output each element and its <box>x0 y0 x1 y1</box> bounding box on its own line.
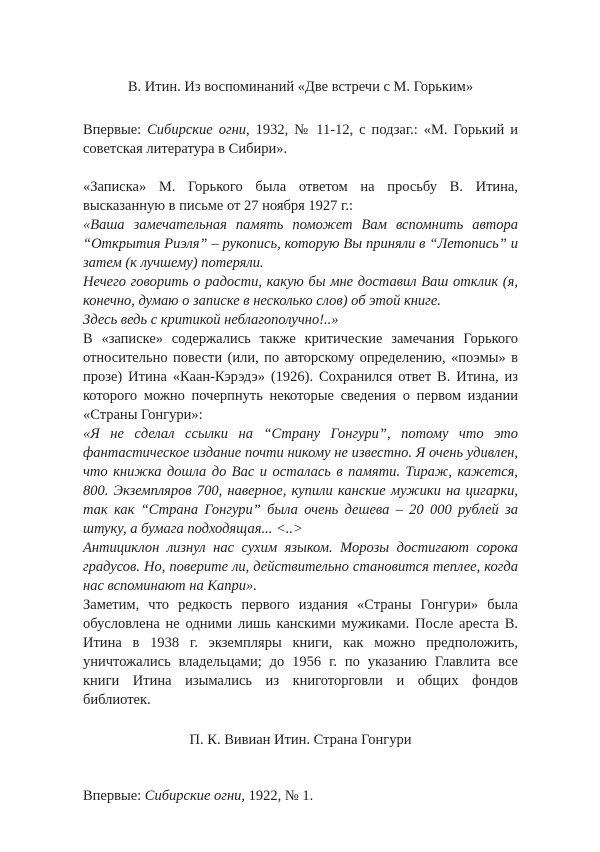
paragraph <box>83 273 518 311</box>
italic-text: Сибирские огни <box>147 122 247 138</box>
paragraph <box>83 596 518 710</box>
heading <box>83 78 518 97</box>
text: , 1932, № 11-12, с подзаг.: «М. Горький и советская литература в Сибири». <box>83 122 518 157</box>
paragraph <box>83 425 518 539</box>
text: В. Итин. Из воспоминаний «Две встречи с М. Горьким» <box>127 79 474 95</box>
heading <box>83 731 518 750</box>
paragraph <box>83 787 518 806</box>
text: Заметим, что редкость первого издания «Страны Гонгури» была обусловлена не одними лишь канскими мужиками. После ареста В. Итина в 1938 г. экземпляры книги, как можно предположить, уничтожались владельцами; до 1956 г. по указанию Главлита все книги Итина изымались из книготорговли и общих фондов библиотек. <box>83 597 518 708</box>
italic-text: «Ваша замечательная память поможет Вам вспомнить автора “Открытия Риэля” – рукопись, которую Вы приняли в “Летопись” и затем (к лучшему) потеряли. <box>83 217 518 271</box>
paragraph <box>83 330 518 425</box>
page-content <box>83 78 518 806</box>
italic-text: Сибирские огни, <box>144 788 246 804</box>
text: Впервые: <box>83 788 145 804</box>
text: Впервые: <box>83 122 148 138</box>
italic-text: Нечего говорить о радости, какую бы мне доставил Ваш отклик (я, конечно, думаю о записке в несколько слов) об этой книге. <box>83 274 518 309</box>
italic-text: Здесь ведь с критикой неблагополучно!..» <box>83 312 339 328</box>
paragraph <box>83 216 518 273</box>
paragraph <box>83 121 518 159</box>
text: 1922, № 1. <box>245 788 314 804</box>
text: «Записка» М. Горького была ответом на просьбу В. Итина, высказанную в письме от 27 ноября 1927 г.: <box>83 179 518 214</box>
paragraph <box>83 539 518 596</box>
text: П. К. Вивиан Итин. Страна Гонгури <box>189 732 412 748</box>
text: В «записке» содержались также критические замечания Горького относительно повести (или, по авторскому определению, «поэмы» в прозе) Итина «Каан-Кэрэдэ» (1926). Сохранился ответ В. Итина, из которого можно почерпнуть некоторые сведения о первом издании «Страны Гонгури»: <box>83 331 518 423</box>
paragraph <box>83 178 518 216</box>
paragraph <box>83 311 518 330</box>
italic-text: «Я не сделал ссылки на “Страну Гонгури”, потому что это фантастическое издание почти никому не известно. Я очень удивлен, что книжка дошла до Вас и осталась в памяти. Тираж, кажется, 800. Экземпляров 700, наверное, купили канские мужики на цигарки, так как “Страна Гонгури” была очень дешева – 20 000 рублей за штуку, а бумага подходящая... <..> <box>83 426 518 537</box>
italic-text: Антициклон лизнул нас сухим языком. Морозы достигают сорока градусов. Но, поверите ли, действительно становится теплее, когда нас вспоминают на Капри». <box>83 540 518 594</box>
